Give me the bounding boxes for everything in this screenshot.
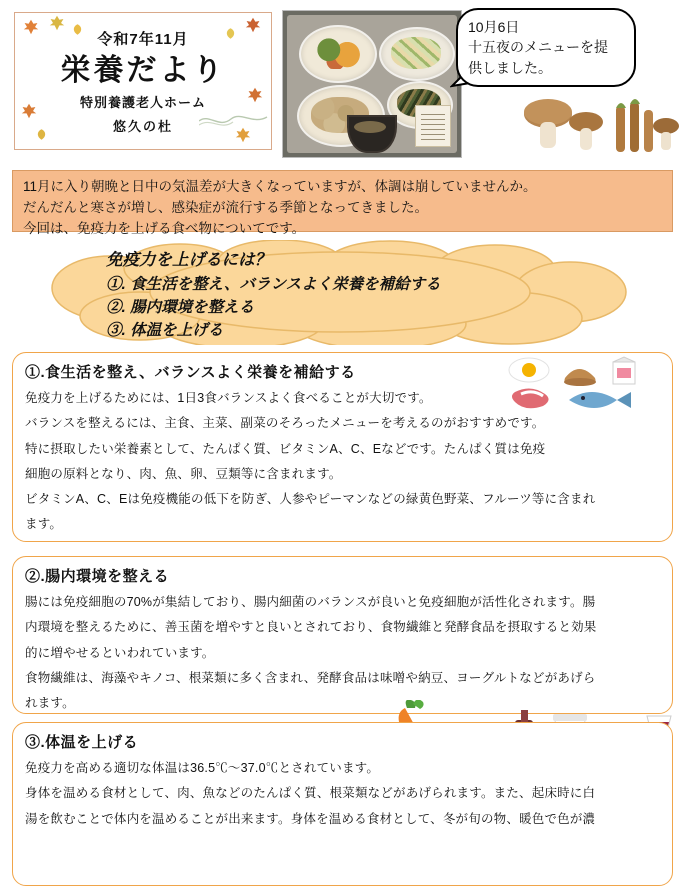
section-1-p5: ビタミンA、C、Eは免疫機能の低下を防ぎ、人参やピーマンなどの緑黄色野菜、フルーツ等に含まれ (25, 492, 596, 506)
mushroom-icon (653, 118, 679, 150)
callout-item-3: ③. 体温を上げる (106, 322, 224, 340)
page-title: 栄養だより (60, 53, 226, 87)
section-2-heading: ②.腸内環境を整える (25, 568, 170, 585)
section-2-p4: 食物繊維は、海藻やキノコ、根菜類に多く含まれ、発酵食品は味噌や納豆、ヨーグルトなどがあげら (25, 670, 596, 685)
section-1-p1: 免疫力を上げるためには、1日3食バランスよく食べることが大切です。 (25, 391, 432, 405)
section-2-p5: れます。 (25, 696, 75, 710)
header-area (0, 0, 685, 168)
facility-name: 悠久の杜 (112, 118, 173, 134)
section-2-p2: 内環境を整えるために、善玉菌を増やすと良いとされており、食物繊維と発酵食品を摂取すると効果 (25, 620, 597, 635)
meal-photo (282, 10, 462, 158)
section-1-p3: 特に摂取したい栄養素として、たんぱく質、ビタミンA、C、Eなどです。たんぱく質は免疫 (25, 441, 546, 456)
issue-date: 令和7年11月 (97, 30, 189, 48)
intro-line-2: だんだんと寒さが増し、感染症が流行する季節となってきました。 (23, 199, 428, 215)
section-card-3 (12, 722, 673, 886)
section-1-p2: バランスを整えるには、主食、主菜、副菜のそろったメニューを考えるのがおすすめです。 (25, 416, 545, 431)
menu-card (415, 105, 451, 147)
section-3-p3: 湯を飲むことで体内を温めることが出来ます。身体を温める食材として、冬が旬の物、暖色で色が濃 (25, 811, 596, 826)
balloon-date: 10月6日 (468, 19, 520, 35)
section-3-p1: 免疫力を高める適切な体温は36.5℃～37.0℃とされています。 (25, 761, 380, 775)
balloon-line2: 十五夜のメニューを提 (468, 39, 608, 56)
callout-item-1: ①. 食生活を整え、バランスよく栄養を補給する (106, 275, 441, 293)
intro-line-3: 今回は、免疫力を上げる食べ物についてです。 (23, 220, 306, 236)
burdock-icon (616, 99, 653, 152)
callout-heading: 免疫力を上げるには？ (106, 251, 271, 269)
section-1-heading: ①.食生活を整え、バランスよく栄養を補給する (25, 364, 356, 381)
section-2-p1: 腸には免疫細胞の70%が集結しており、腸内細菌のバランスが良いと免疫細胞が活性化されます。腸 (25, 595, 596, 609)
section-3-p2: 身体を温める食材として、肉、魚などのたんぱく質、根菜類などがあげられます。また、起床時に白 (25, 786, 596, 801)
intro-box (12, 170, 673, 236)
speech-balloon (456, 8, 636, 87)
section-3-heading: ③.体温を上げる (25, 734, 139, 751)
title-box (14, 12, 272, 150)
section-card-2 (12, 556, 673, 714)
section-2-p3: 的に増やせるといわれています。 (25, 645, 215, 660)
callout-cloud (40, 240, 640, 345)
mushroom-icon (569, 112, 603, 150)
callout-text (106, 248, 606, 343)
dish-simmered (299, 25, 377, 83)
balloon-line3: 供しました。 (468, 59, 552, 76)
mushroom-icon (524, 99, 572, 148)
meal-tray (287, 15, 457, 153)
intro-line-1: 11月に入り朝晩と日中の気温差が大きくなっていますが、体調は崩していませんか。 (23, 179, 537, 194)
section-card-1 (12, 352, 673, 542)
section-1-p4: 細胞の原料となり、肉、魚、卵、豆類等に含まれます。 (25, 466, 342, 481)
facility-type: 特別養護老人ホーム (79, 94, 206, 110)
callout-item-2: ②. 腸内環境を整える (106, 299, 255, 316)
dish-salad (379, 27, 455, 81)
section-1-p6: ます。 (25, 517, 63, 532)
miso-soup-bowl (347, 115, 397, 153)
mushroom-cluster-illustration (520, 92, 680, 156)
